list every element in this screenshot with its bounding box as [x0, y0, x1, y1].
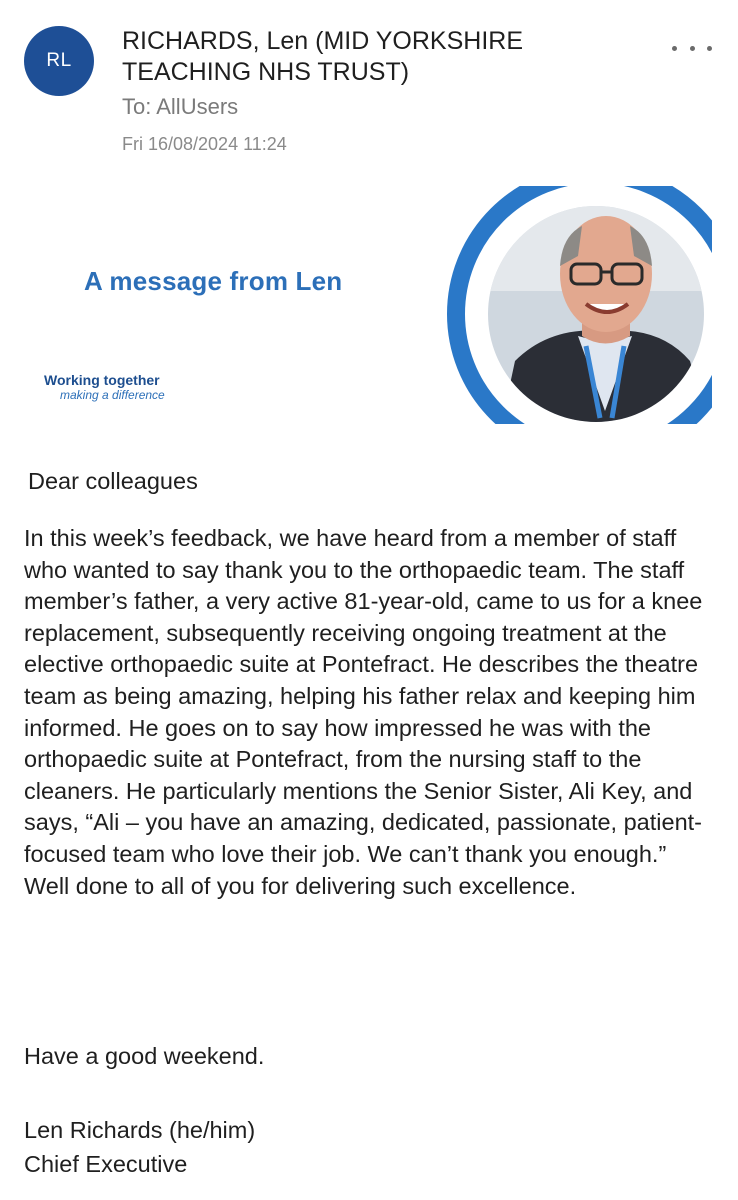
banner-title: A message from Len: [84, 266, 343, 296]
signature-title: Chief Executive: [24, 1151, 188, 1177]
signature-name: Len Richards (he/him): [24, 1117, 256, 1143]
sender-avatar[interactable]: [24, 26, 94, 96]
more-options-icon[interactable]: [672, 36, 712, 60]
sender-name[interactable]: RICHARDS, Len (MID YORKSHIRE TEACHING NHS TRUST): [122, 27, 524, 86]
message-paragraph: In this week’s feedback, we have heard from a member of staff who wanted to say thank you to the orthopaedic team. The staff member’s father, a very active 81-year-old, came to us for a knee replacement, subsequently receiving ongoing treatment at the elective orthopaedic suite at Pontefract. He describes the theatre team as being amazing, helping his father relax and keeping him informed. He goes on to say how impressed he was with the orthopaedic suite at Pontefract, from the nursing staff to the cleaners. He particularly mentions the Senior Sister, Ali Key, and says, “Ali – you have an amazing, dedicated, passionate, patient-focused team who love their job. We can’t thank you enough.” Well done to all of you for delivering such excellence.: [24, 525, 703, 899]
message-banner-image: [30, 186, 712, 424]
sent-date: Fri 16/08/2024 11:24: [122, 134, 287, 154]
banner-tagline-line1: Working together: [44, 372, 160, 388]
more-dot: [707, 46, 712, 51]
avatar-initials: RL: [46, 50, 72, 71]
more-dot: [690, 46, 695, 51]
recipients[interactable]: To: AllUsers: [122, 94, 239, 119]
greeting: Dear colleagues: [28, 468, 198, 494]
more-dot: [672, 46, 677, 51]
closing-line: Have a good weekend.: [24, 1043, 265, 1069]
banner-tagline-line2: making a difference: [60, 388, 165, 402]
